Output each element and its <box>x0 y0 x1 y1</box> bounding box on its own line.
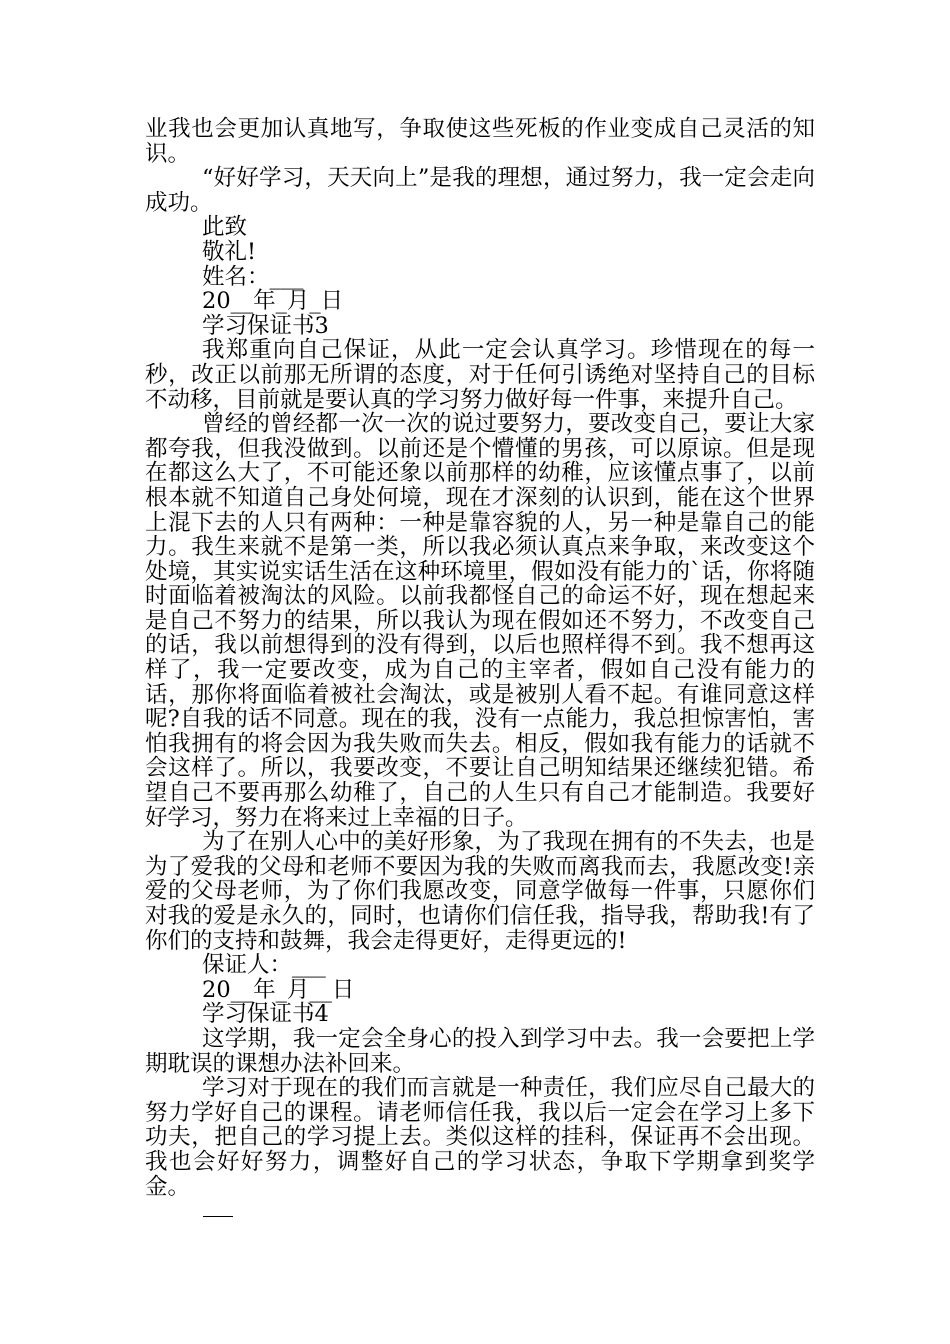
paragraph-reflection: 曾经的曾经都一次一次的说过要努力，要改变自己，要让大家都夸我，但我没做到。以前还是个懵懂的男孩，可以原谅。但是现在都这么大了，不可能还象以前那样的幼稚，应该懂点事了，以前根本就不知道自己身处何境，现在才深刻的认识到，能在这个世界上混下去的人只有两种：一种是靠容貌的人，另一种是靠自己的能力。我生来就不是第一类，所以我必须认真点来争取，来改变这个处境，其实说实话生活在这种环境里，假如没有能力的`话，你将随时面临着被淘汰的风险。以前我都怪自己的命运不好，现在想起来是自己不努力的结果，所以我认为现在假如还不努力，不改变自己的话，我以前想得到的没有得到，以后也照样得不到。我不想再这样了，我一定要改变，成为自己的主宰者，假如自己没有能力的话，那你将面临着被社会淘汰，或是被别人看不起。有谁同意这样呢?自我的话不同意。现在的我，没有一点能力，我总担惊害怕，害怕我拥有的将会因为我失败而失去。相反，假如我有能力的话就不会这样了。所以，我要改变，不要让自己明知结果还继续犯错。希望自己不要再那么幼稚了，自己的人生只有自己才能制造。我要好好学习，努力在将来过上幸福的日子。 <box>145 411 815 831</box>
closing-respect: 敬礼! <box>202 238 257 265</box>
paragraph-pledge: 我郑重向自己保证，从此一定会认真学习。珍惜现在的每一秒，改正以前那无所谓的态度，对于任何引诱绝对坚持自己的目标不动移，目前就是要认真的学习努力做好每一件事，来提升自己。 <box>145 337 815 413</box>
signature-name-line: 姓名：___ <box>202 263 304 290</box>
signature-date-line: 20__年_月_日 <box>202 288 344 315</box>
section-heading-4: 学习保证书4 <box>202 1001 329 1028</box>
footer-rule <box>203 1216 233 1217</box>
paragraph-parents: 为了在别人心中的美好形象，为了我现在拥有的不失去，也是为了爱我的父母和老师不要因为我的失败而离我而去，我愿改变!亲爱的父母老师，为了你们我愿改变，同意学做每一件事，只愿你们对我的爱是永久的，同时，也请你们信任我，指导我，帮助我!有了你们的支持和鼓舞，我会走得更好，走得更远的! <box>145 829 815 954</box>
paragraph-semester: 这学期，我一定会全身心的投入到学习中去。我一会要把上学期耽误的课想办法补回来。 <box>145 1025 815 1077</box>
paragraph-ideal: “好好学习，天天向上”是我的理想，通过努力，我一定会走向成功。 <box>145 165 815 216</box>
guarantor-line: 保证人：___ <box>202 952 326 979</box>
document-body <box>145 117 815 1199</box>
paragraph-continuation: 业我也会更加认真地写，争取使这些死板的作业变成自己灵活的知识。 <box>145 116 815 167</box>
guarantor-date-line: 20__年_月__日 <box>202 976 355 1003</box>
closing-salutation: 此致 <box>202 214 248 241</box>
section-heading-3: 学习保证书3 <box>202 312 329 339</box>
paragraph-responsibility: 学习对于现在的我们而言就是一种责任，我们应尽自己最大的努力学好自己的课程。请老师信任我，我以后一定会在学习上多下功夫，把自己的学习提上去。类似这样的挂科，保证再不会出现。我也会好好努力，调整好自己的学习状态，争取下学期拿到奖学金。 <box>145 1075 815 1200</box>
